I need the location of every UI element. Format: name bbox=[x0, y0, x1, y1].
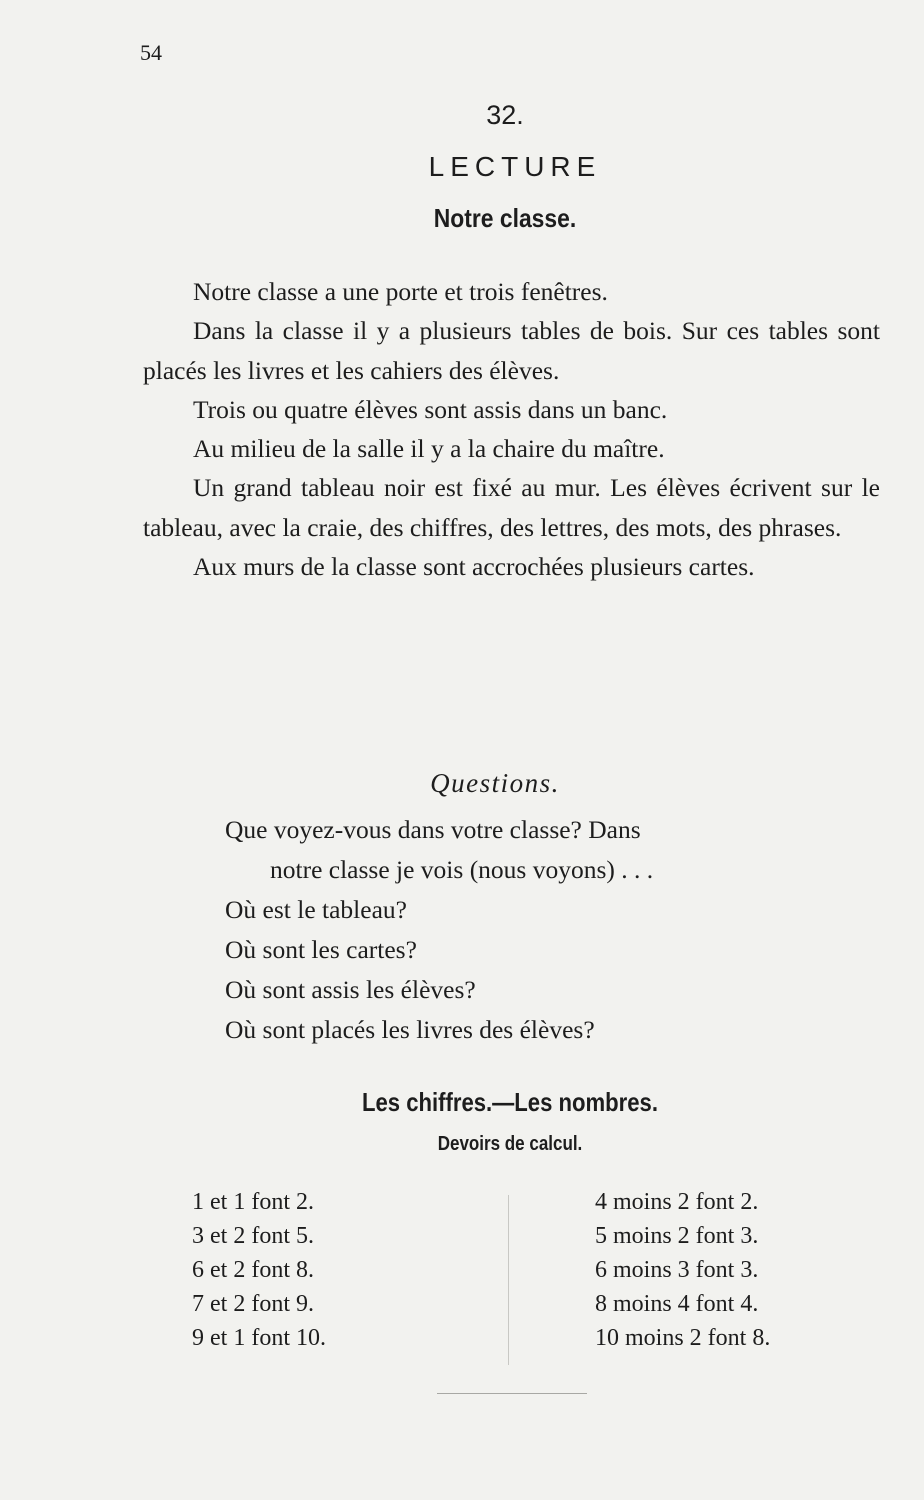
subtraction-column bbox=[595, 1185, 770, 1355]
section-title: LECTURE bbox=[428, 151, 602, 182]
reading-paragraph: Notre classe a une porte et trois fenêtres. bbox=[193, 277, 608, 306]
numbers-section-title: Les chiffres.—Les nombres. bbox=[361, 1087, 658, 1117]
page-number: 54 bbox=[140, 40, 162, 65]
bottom-rule bbox=[437, 1393, 587, 1394]
lesson-title: Notre classe. bbox=[433, 203, 577, 233]
addition-row: 1 et 1 font 2. bbox=[192, 1189, 314, 1215]
lesson-number: 32. bbox=[486, 100, 524, 130]
subtraction-row: 5 moins 2 font 3. bbox=[595, 1223, 759, 1249]
question-answer-line: notre classe je vois (nous voyons) . . . bbox=[270, 855, 654, 884]
reading-text bbox=[143, 272, 880, 586]
calculation-subtitle: Devoirs de calcul. bbox=[437, 1133, 583, 1155]
addition-row: 9 et 1 font 10. bbox=[192, 1325, 326, 1351]
question-line: Où sont les cartes? bbox=[225, 935, 417, 964]
subtraction-row: 6 moins 3 font 3. bbox=[595, 1257, 759, 1283]
reading-paragraph: Aux murs de la classe sont accrochées plusieurs cartes. bbox=[193, 552, 755, 582]
questions-title: Questions. bbox=[430, 768, 560, 798]
reading-paragraph: Au milieu de la salle il y a la chaire du maître. bbox=[193, 434, 665, 464]
addition-column bbox=[192, 1185, 326, 1355]
addition-row: 6 et 2 font 8. bbox=[192, 1257, 314, 1283]
questions-list bbox=[225, 810, 885, 1050]
reading-paragraph: Un grand tableau noir est fixé au mur. Les élèves écrivent sur le tableau, avec la craie, des chiffres, des lettres, des mots, des phrases. bbox=[143, 473, 880, 542]
reading-paragraph: Dans la classe il y a plusieurs tables de bois. Sur ces tables sont placés les livres et les cahiers des élèves. bbox=[143, 316, 880, 385]
subtraction-row: 8 moins 4 font 4. bbox=[595, 1291, 759, 1317]
addition-row: 3 et 2 font 5. bbox=[192, 1223, 314, 1249]
question-line: Où sont assis les élèves? bbox=[225, 975, 476, 1004]
addition-row: 7 et 2 font 9. bbox=[192, 1291, 314, 1317]
reading-paragraph: Trois ou quatre élèves sont assis dans un banc. bbox=[193, 394, 668, 424]
subtraction-row: 4 moins 2 font 2. bbox=[595, 1189, 759, 1215]
column-divider bbox=[508, 1195, 509, 1365]
question-line: Où sont placés les livres des élèves? bbox=[225, 1015, 595, 1044]
question-line: Où est le tableau? bbox=[225, 895, 407, 924]
subtraction-row: 10 moins 2 font 8. bbox=[595, 1325, 771, 1351]
question-line: Que voyez-vous dans votre classe? Dans bbox=[225, 815, 641, 844]
